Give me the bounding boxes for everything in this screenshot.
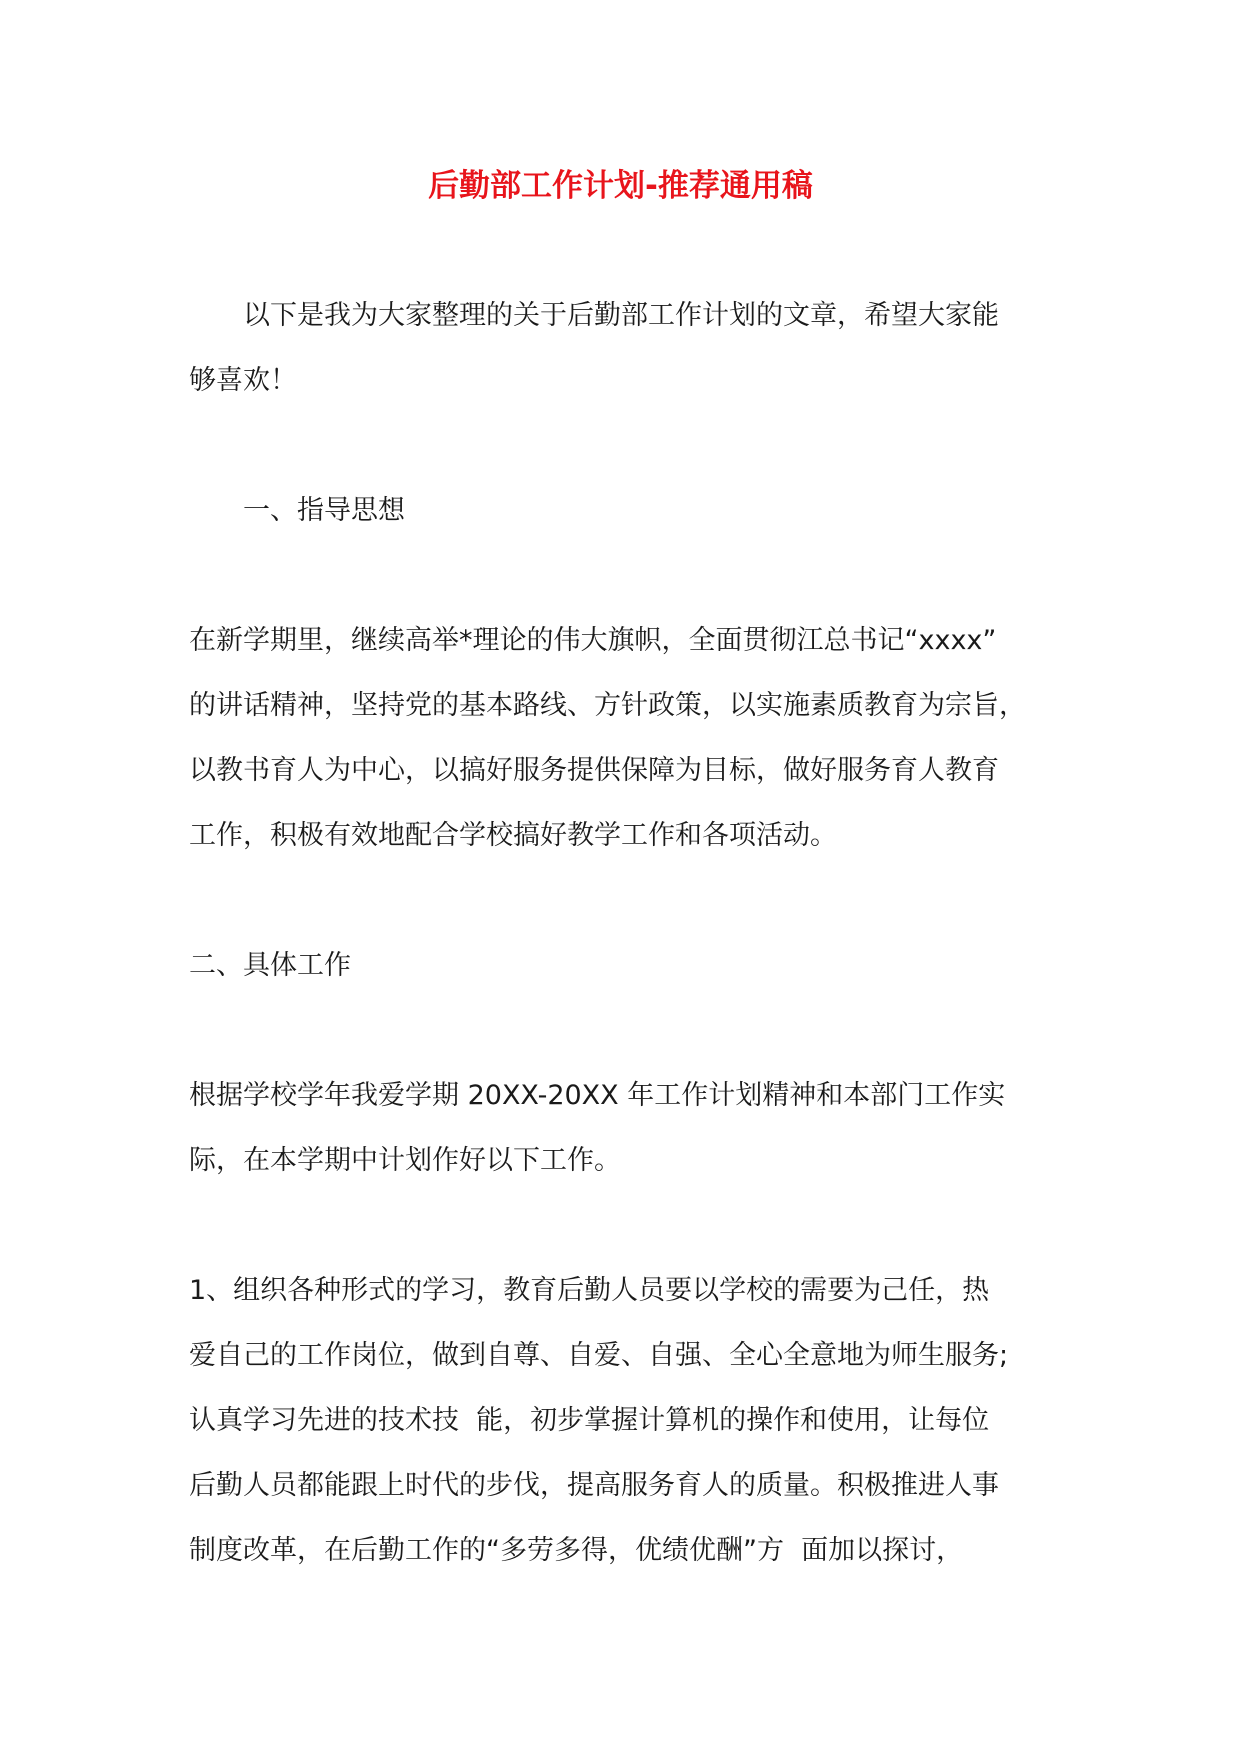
text-line: 际，在本学期中计划作好以下工作。 <box>189 1145 621 1176</box>
text-line: 后勤人员都能跟上时代的步伐，提高服务育人的质量。积极推进人事 <box>189 1470 999 1501</box>
text-line: 1、组织各种形式的学习，教育后勤人员要以学校的需要为己任，热 <box>189 1275 990 1306</box>
section-heading: 二、具体工作 <box>189 950 351 981</box>
text-line: 在新学期里，继续高举*理论的伟大旗帜，全面贯彻江总书记“xxxx” <box>189 625 997 656</box>
text-line: 制度改革，在后勤工作的“多劳多得，优绩优酬”方 面加以探讨， <box>189 1535 964 1566</box>
text-line: 的讲话精神，坚持党的基本路线、方针政策，以实施素质教育为宗旨， <box>189 690 1026 721</box>
document-title: 后勤部工作计划-推荐通用稿 <box>428 168 813 204</box>
section-heading: 一、指导思想 <box>189 495 405 526</box>
text-line: 以下是我为大家整理的关于后勤部工作计划的文章，希望大家能 <box>189 300 999 331</box>
text-line: 工作，积极有效地配合学校搞好教学工作和各项活动。 <box>189 820 837 851</box>
text-line: 根据学校学年我爱学期 20XX-20XX 年工作计划精神和本部门工作实 <box>189 1080 1006 1111</box>
text-line: 爱自己的工作岗位，做到自尊、自爱、自强、全心全意地为师生服务; <box>189 1340 1009 1371</box>
text-line: 以教书育人为中心，以搞好服务提供保障为目标，做好服务育人教育 <box>189 755 999 786</box>
text-line: 够喜欢！ <box>189 365 297 396</box>
text-line: 认真学习先进的技术技 能，初步掌握计算机的操作和使用，让每位 <box>189 1405 990 1436</box>
